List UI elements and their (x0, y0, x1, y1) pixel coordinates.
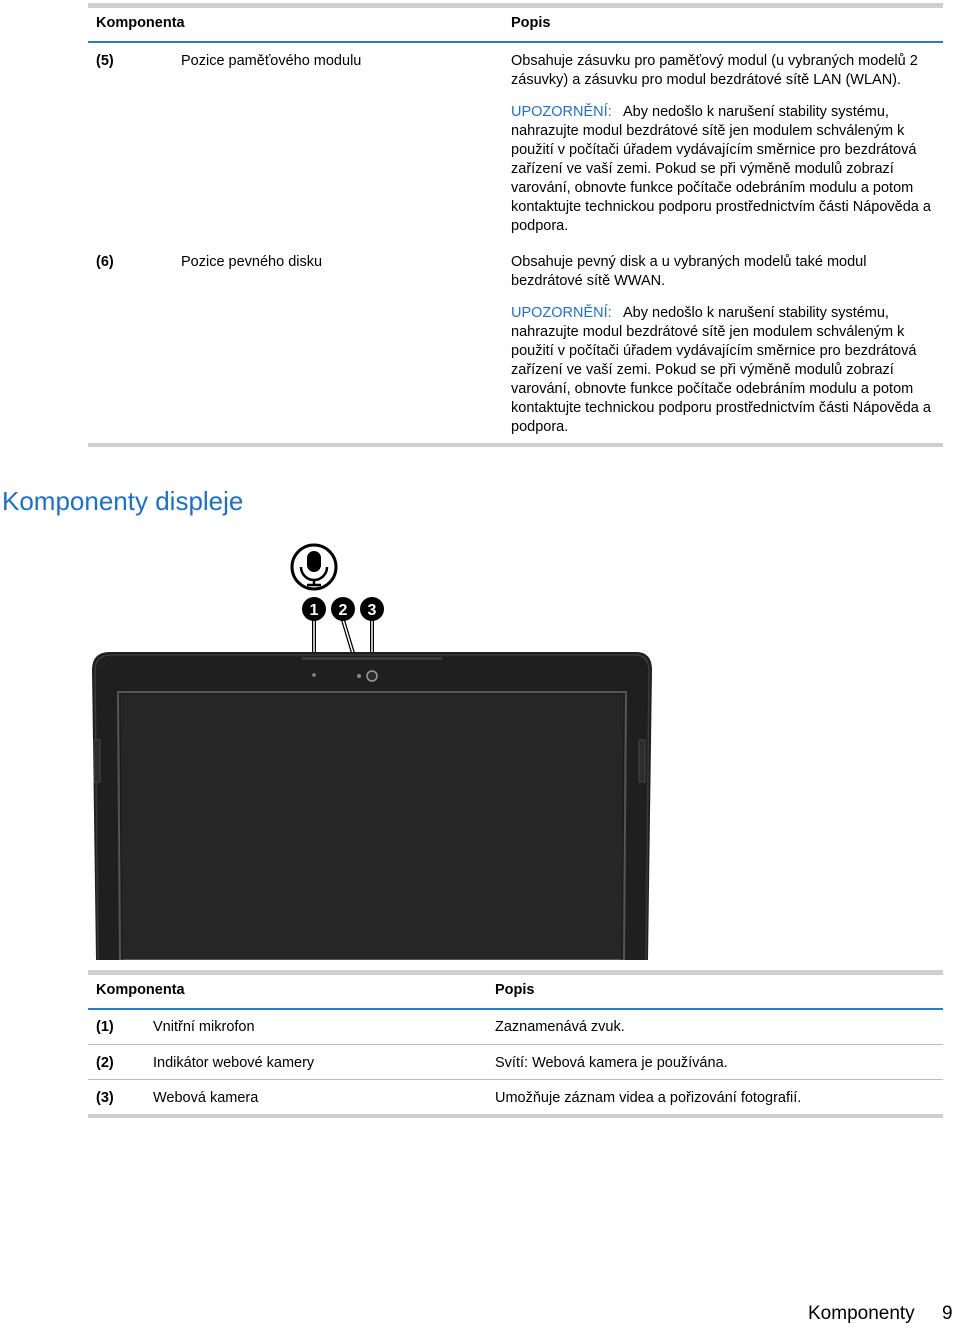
row-number: (3) (96, 1090, 114, 1106)
description-text: Obsahuje zásuvku pro paměťový modul (u vybraných modelů 2 zásuvky) a zásuvku pro modul bezdrátové sítě LAN (WLAN). (511, 53, 918, 88)
row-divider (88, 1044, 943, 1045)
description-text: Obsahuje pevný disk a u vybraných modelů také modul bezdrátové sítě WWAN. (511, 254, 867, 289)
table-header-description: Popis (511, 15, 551, 31)
row-description (511, 253, 931, 437)
warning-label: UPOZORNĚNÍ: (511, 104, 612, 120)
row-component-name: Vnitřní mikrofon (153, 1019, 255, 1035)
table-header-component: Komponenta (96, 982, 185, 998)
row-component-name: Pozice paměťového modulu (181, 53, 362, 69)
table-header-description: Popis (495, 982, 535, 998)
footer-page-number: 9 (942, 1303, 953, 1324)
table-top-rule (88, 3, 943, 8)
row-description: Svítí: Webová kamera je používána. (495, 1055, 728, 1071)
table-top-rule (88, 970, 943, 975)
callout-1-label: 1 (309, 602, 319, 619)
row-number: (5) (96, 53, 114, 69)
callout-2 (331, 597, 355, 621)
section-heading: Komponenty displeje (2, 486, 244, 516)
row-component-name: Webová kamera (153, 1090, 259, 1106)
display-illustration (88, 540, 658, 960)
callout-3 (360, 597, 384, 621)
warning-text: Aby nedošlo k narušení stability systému, nahrazujte modul bezdrátové sítě jen modulem schváleným k použití v počítači úřadem vydávajícím směrnice pro bezdrátová zařízení ve vaší zemi. Pokud se při výměně modulů zobrazí varování, obnovte funkce počítače odebráním modulu a potom kontaktujte technickou podporu prostřednictvím části Nápověda a podpora. (511, 104, 931, 234)
warning-label: UPOZORNĚNÍ: (511, 305, 612, 321)
row-number: (6) (96, 254, 114, 270)
row-number: (2) (96, 1055, 114, 1071)
display-screen (118, 692, 626, 960)
row-description: Zaznamenává zvuk. (495, 1019, 625, 1035)
row-description: Umožňuje záznam videa a pořizování fotografií. (495, 1090, 802, 1106)
warning-note (511, 304, 931, 437)
row-number: (1) (96, 1019, 114, 1035)
table-bottom-rule (88, 443, 943, 447)
table-header-component: Komponenta (96, 15, 185, 31)
row-description (511, 52, 931, 236)
microphone-hole (312, 673, 316, 677)
callout-1 (302, 597, 326, 621)
microphone-icon (292, 545, 336, 589)
warning-text: Aby nedošlo k narušení stability systému, nahrazujte modul bezdrátové sítě jen modulem schváleným k použití v počítači úřadem vydávajícím směrnice pro bezdrátová zařízení ve vaší zemi. Pokud se při výměně modulů zobrazí varování, obnovte funkce počítače odebráním modulu a potom kontaktujte technickou podporu prostřednictvím části Nápověda a podpora. (511, 305, 931, 435)
webcam-light (357, 674, 361, 678)
display-figure (88, 540, 658, 960)
row-component-name: Indikátor webové kamery (153, 1055, 315, 1071)
callout-3-label: 3 (367, 602, 377, 619)
table-bottom-rule (88, 1114, 943, 1118)
row-component-name: Pozice pevného disku (181, 254, 323, 270)
footer-section-name: Komponenty (808, 1303, 915, 1324)
table-header-rule (88, 41, 943, 43)
webcam-lens (367, 671, 377, 681)
warning-note (511, 103, 931, 236)
row-divider (88, 1079, 943, 1080)
table-header-rule (88, 1008, 943, 1010)
callout-2-label: 2 (338, 602, 348, 619)
